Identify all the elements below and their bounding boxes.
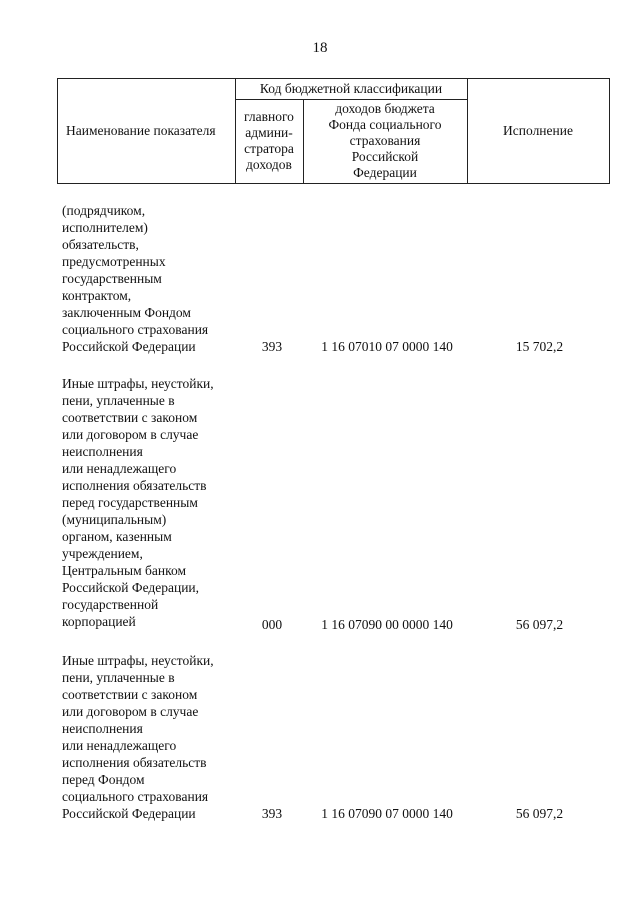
row-budget-code: 1 16 07010 07 0000 140: [321, 339, 453, 354]
row-name: Иные штрафы, неустойки, пени, уплаченные в соответствии с законом или договором в случае неисполнения или ненадлежащего исполнения обязательств перед государственным (муниципальным) органом, казенным учреждением, Центральным банком Российской Федерации, государственной корпорацией: [62, 376, 214, 629]
header-code-column: доходов бюджета Фонда социального страхования Российской Федерации: [328, 101, 442, 180]
page-number: 18: [312, 40, 328, 56]
row-execution: 56 097,2: [515, 806, 564, 821]
row-admin-code: 393: [261, 806, 283, 821]
row-execution: 15 702,2: [515, 339, 564, 354]
header-name-column: Наименование показателя: [66, 123, 216, 138]
row-budget-code: 1 16 07090 07 0000 140: [321, 806, 453, 821]
header-budget-classification: Код бюджетной классификации: [259, 81, 443, 96]
row-name: (подрядчиком, исполнителем) обязательств, предусмотренных государственным контрактом, заключенным Фондом социального страхования Российской Федерации: [62, 203, 209, 354]
row-execution: 56 097,2: [515, 617, 564, 632]
row-admin-code: 000: [261, 617, 283, 632]
header-execution-column: Исполнение: [503, 123, 573, 138]
row-name: Иные штрафы, неустойки, пени, уплаченные в соответствии с законом или договором в случае неисполнения или ненадлежащего исполнения обязательств перед Фондом социального страхования Российской Федерации: [62, 653, 214, 821]
header-admin-column: главного админи- стратора доходов: [244, 109, 294, 172]
row-admin-code: 393: [261, 339, 283, 354]
row-budget-code: 1 16 07090 00 0000 140: [321, 617, 453, 632]
